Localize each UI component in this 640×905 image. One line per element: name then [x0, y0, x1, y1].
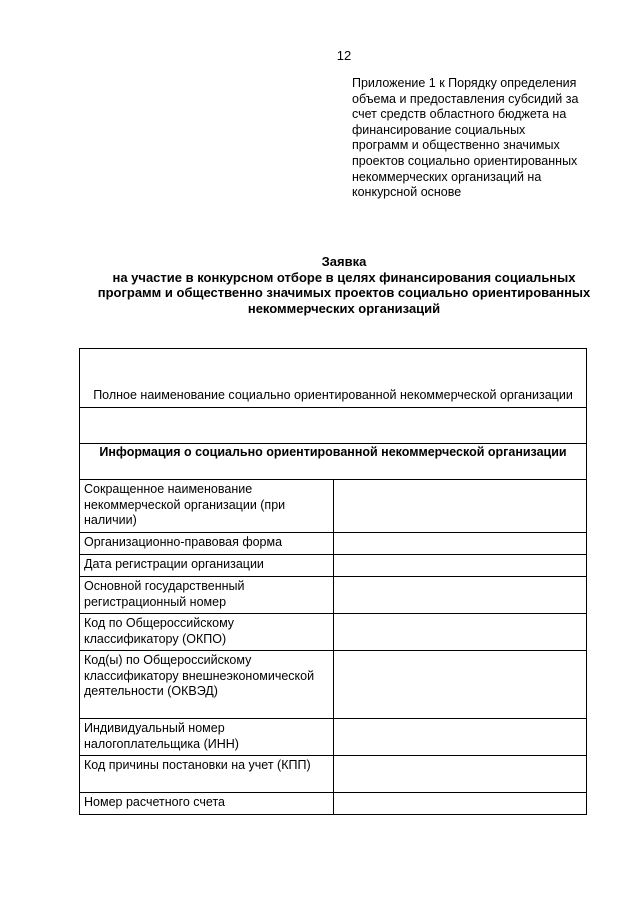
table-row [80, 651, 587, 719]
field-value[interactable] [334, 719, 587, 756]
appendix-line: программ и общественно значимых [352, 138, 560, 153]
field-label: Основной государственный регистрационный номер [80, 577, 334, 614]
document-title [0, 254, 640, 316]
field-label: Индивидуальный номер налогоплательщика (ИНН) [80, 719, 334, 756]
table-row [80, 793, 587, 815]
table-row [80, 577, 587, 614]
field-value[interactable] [334, 577, 587, 614]
table-row [80, 756, 587, 793]
appendix-line: Приложение 1 к Порядку определения [352, 76, 577, 90]
table-row [80, 614, 587, 651]
field-label: Организационно-правовая форма [80, 533, 334, 555]
full-name-value-row [80, 408, 587, 444]
table-row [80, 719, 587, 756]
table-row [80, 533, 587, 555]
full-name-value-field[interactable] [80, 408, 587, 444]
full-name-label-row [80, 349, 587, 408]
appendix-line: некоммерческих организаций на [352, 169, 542, 184]
field-label: Дата регистрации организации [80, 555, 334, 577]
table-row [80, 480, 587, 533]
title-line: на участие в конкурсном отборе в целях финансирования социальных [112, 269, 576, 285]
field-value[interactable] [334, 793, 587, 815]
full-name-label: Полное наименование социально ориентированной некоммерческой организации [80, 349, 587, 408]
appendix-line: счет средств областного бюджета на [352, 107, 567, 122]
field-label: Код причины постановки на учет (КПП) [80, 756, 334, 793]
field-value[interactable] [334, 614, 587, 651]
field-value[interactable] [334, 756, 587, 793]
field-label: Код по Общероссийскому классификатору (ОКПО) [80, 614, 334, 651]
appendix-line: финансирование социальных [352, 122, 526, 137]
field-value[interactable] [334, 533, 587, 555]
field-value[interactable] [334, 555, 587, 577]
section-heading-row [80, 444, 587, 480]
application-form-table [79, 348, 587, 815]
title-line: Заявка [321, 254, 367, 269]
table-row [80, 555, 587, 577]
section-heading: Информация о социально ориентированной некоммерческой организации [80, 444, 587, 480]
field-value[interactable] [334, 480, 587, 533]
appendix-note [352, 76, 612, 201]
title-line: программ и общественно значимых проектов социально ориентированных [97, 285, 591, 301]
appendix-line: объема и предоставления субсидий за [352, 91, 579, 106]
field-label: Сокращенное наименование некоммерческой организации (при наличии) [80, 480, 334, 533]
field-label: Номер расчетного счета [80, 793, 334, 815]
field-value[interactable] [334, 651, 587, 719]
appendix-line: проектов социально ориентированных [352, 153, 578, 168]
appendix-line: конкурсной основе [352, 185, 462, 200]
page-number: 12 [336, 48, 352, 63]
field-label: Код(ы) по Общероссийскому классификатору внешнеэкономической деятельности (ОКВЭД) [80, 651, 334, 719]
title-line: некоммерческих организаций [247, 300, 441, 316]
